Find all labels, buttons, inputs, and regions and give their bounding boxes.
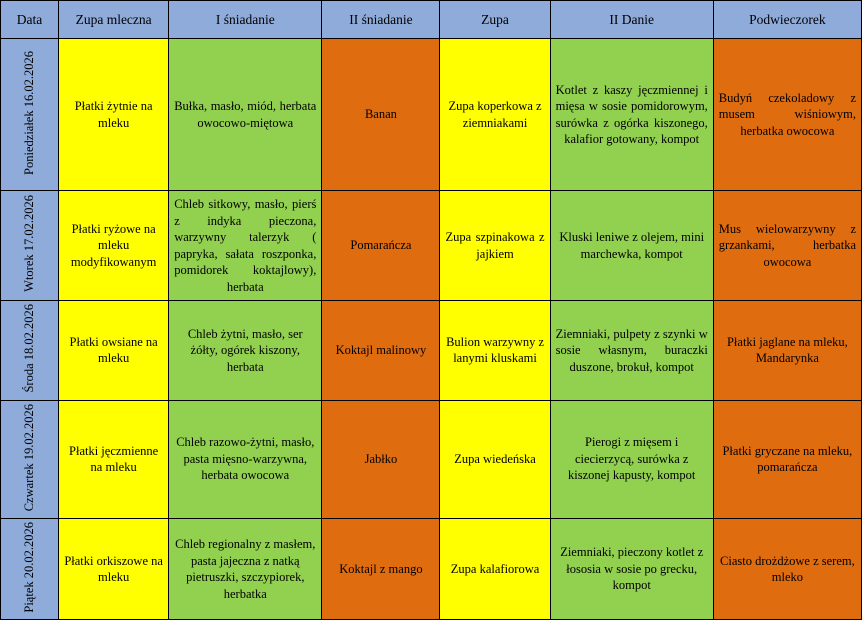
milk-soup-cell: Płatki żytnie na mleku: [59, 39, 169, 191]
breakfast1-cell: Chleb sitkowy, masło, pierś z indyka pieczona, warzywny talerzyk ( papryka, sałata roszponka, pomidorek koktajlowy), herbata: [169, 191, 322, 301]
date-label: 18.02.2026: [21, 304, 36, 361]
day-date-cell: [1, 39, 59, 191]
day-label: Piątek: [21, 581, 36, 613]
breakfast2-cell: Koktajl malinowy: [322, 301, 440, 401]
day-label: Środa: [21, 363, 36, 393]
breakfast2-cell: Koktajl z mango: [322, 518, 440, 620]
day-label: Poniedziałek: [21, 109, 36, 175]
breakfast2-cell: Jabłko: [322, 400, 440, 518]
breakfast1-cell: Chleb razowo-żytni, masło, pasta mięsno-warzywna, herbata owocowa: [169, 400, 322, 518]
main-course-cell: Pierogi z mięsem i ciecierzycą, surówka z kiszonej kapusty, kompot: [550, 400, 713, 518]
soup-cell: Bulion warzywny z lanymi kluskami: [440, 301, 550, 401]
snack-cell: Mus wielowarzywny z grzankami, herbatka owocowa: [713, 191, 861, 301]
main-course-cell: Kluski leniwe z olejem, mini marchewka, kompot: [550, 191, 713, 301]
date-label: 20.02.2026: [21, 521, 36, 579]
table-header-row: [1, 1, 862, 39]
soup-cell: Zupa szpinakowa z jajkiem: [440, 191, 550, 301]
date-label: 16.02.2026: [21, 50, 36, 107]
breakfast1-cell: Chleb żytni, masło, ser żółty, ogórek kiszony, herbata: [169, 301, 322, 401]
table-row: [1, 191, 862, 301]
breakfast2-cell: Banan: [322, 39, 440, 191]
day-date-cell: [1, 191, 59, 301]
column-header-milk-soup: Zupa mleczna: [59, 1, 169, 39]
main-course-cell: Ziemniaki, pieczony kotlet z łososia w sosie po grecku, kompot: [550, 518, 713, 620]
day-date-cell: [1, 518, 59, 620]
breakfast2-cell: Pomarańcza: [322, 191, 440, 301]
main-course-cell: Kotlet z kaszy jęczmiennej i mięsa w sosie pomidorowym, surówka z ogórka kiszonego, kalafior gotowany, kompot: [550, 39, 713, 191]
soup-cell: Zupa koperkowa z ziemniakami: [440, 39, 550, 191]
breakfast1-cell: Chleb regionalny z masłem, pasta jajeczna z natką pietruszki, szczypiorek, herbatka: [169, 518, 322, 620]
column-header-breakfast1: I śniadanie: [169, 1, 322, 39]
date-label: 17.02.2026: [21, 195, 36, 252]
snack-cell: Ciasto drożdżowe z serem, mleko: [713, 518, 861, 620]
table-row: [1, 301, 862, 401]
date-label: 19.02.2026: [21, 403, 36, 460]
milk-soup-cell: Płatki ryżowe na mleku modyfikowanym: [59, 191, 169, 301]
column-header-breakfast2: II śniadanie: [322, 1, 440, 39]
soup-cell: Zupa wiedeńska: [440, 400, 550, 518]
day-label: Czwartek: [21, 462, 36, 511]
day-date-cell: [1, 400, 59, 518]
day-date-cell: [1, 301, 59, 401]
column-header-date: Data: [1, 1, 59, 39]
milk-soup-cell: Płatki owsiane na mleku: [59, 301, 169, 401]
table-row: [1, 39, 862, 191]
milk-soup-cell: Płatki jęczmienne na mleku: [59, 400, 169, 518]
column-header-afternoon-snack: Podwieczorek: [713, 1, 861, 39]
table-row: [1, 518, 862, 620]
soup-cell: Zupa kalafiorowa: [440, 518, 550, 620]
snack-cell: Płatki jaglane na mleku, Mandarynka: [713, 301, 861, 401]
column-header-soup: Zupa: [440, 1, 550, 39]
day-label: Wtorek: [21, 254, 36, 292]
column-header-main-course: II Danie: [550, 1, 713, 39]
snack-cell: Budyń czekoladowy z musem wiśniowym, herbatka owocowa: [713, 39, 861, 191]
breakfast1-cell: Bułka, masło, miód, herbata owocowo-miętowa: [169, 39, 322, 191]
table-row: [1, 400, 862, 518]
snack-cell: Płatki gryczane na mleku, pomarańcza: [713, 400, 861, 518]
milk-soup-cell: Płatki orkiszowe na mleku: [59, 518, 169, 620]
main-course-cell: Ziemniaki, pulpety z szynki w sosie własnym, buraczki duszone, brokuł, kompot: [550, 301, 713, 401]
